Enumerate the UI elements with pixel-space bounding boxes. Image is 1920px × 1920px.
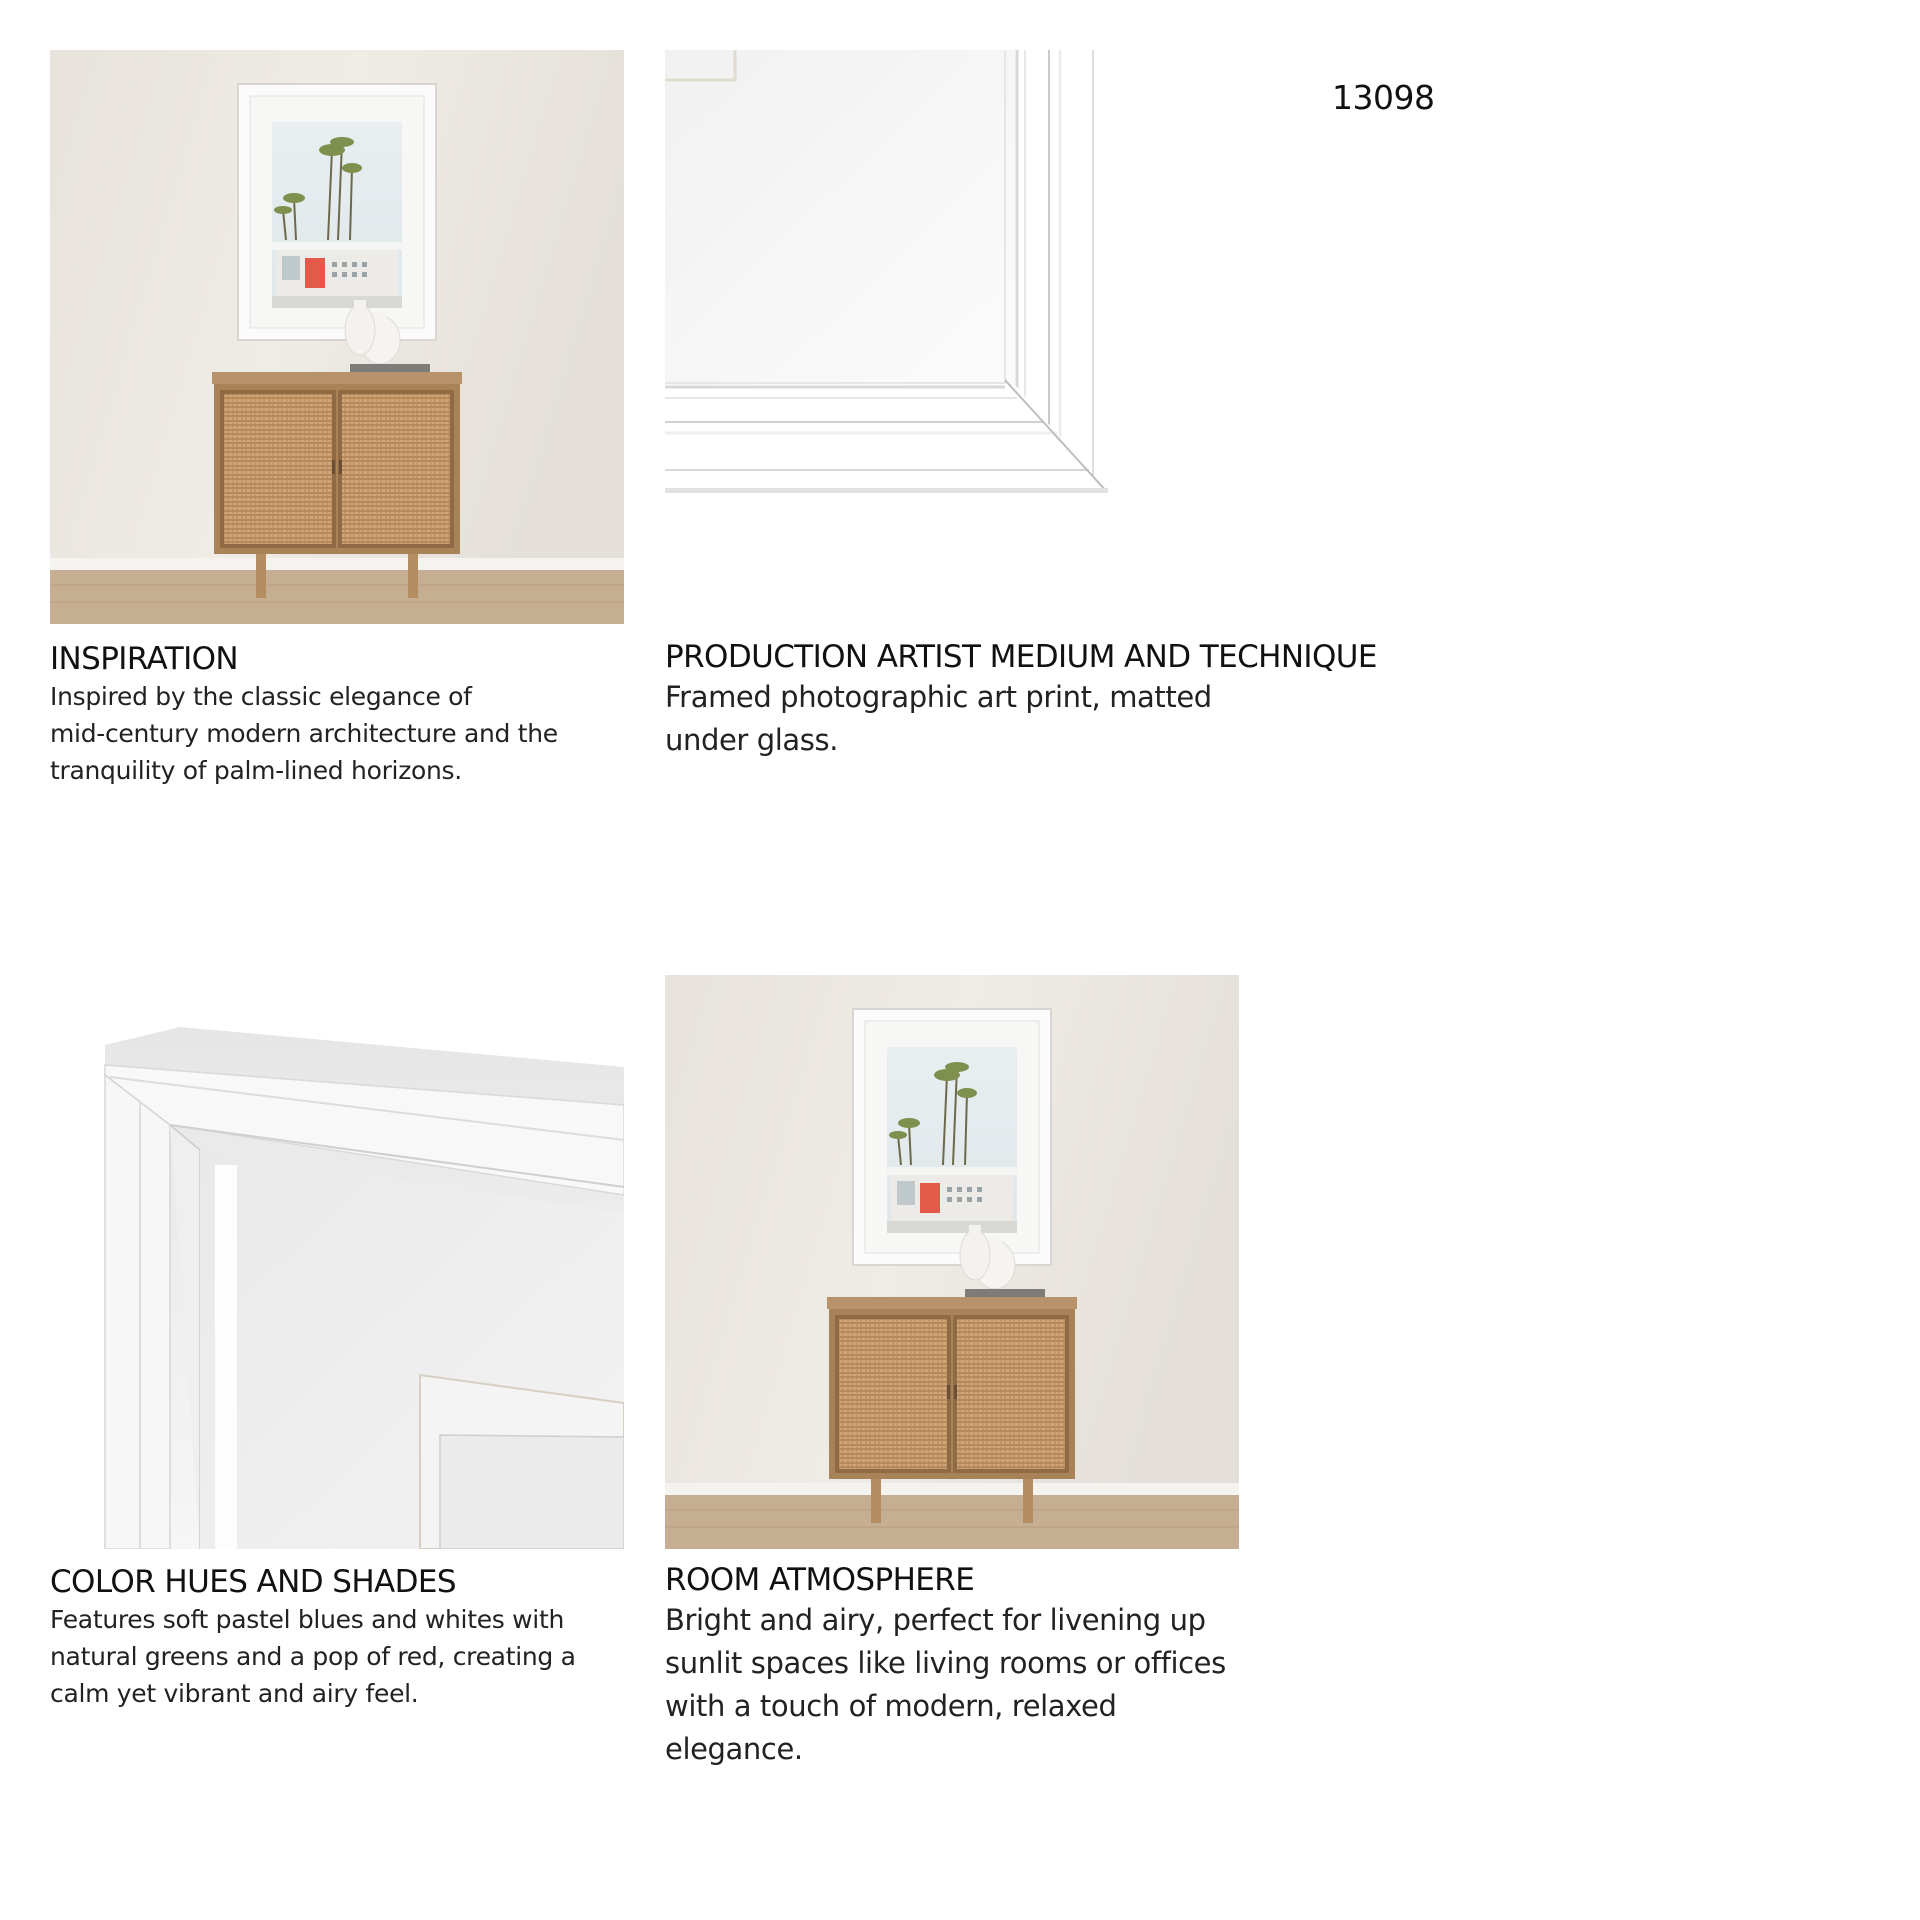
room-atmosphere-photo (665, 975, 1239, 1549)
section-colors (50, 1563, 576, 1712)
section-line: Features soft pastel blues and whites with (50, 1605, 564, 1634)
section-line: calm yet vibrant and airy feel. (50, 1679, 419, 1708)
section-heading: INSPIRATION (50, 641, 238, 677)
section-inspiration (50, 640, 558, 789)
section-line: Framed photographic art print, matted (665, 680, 1212, 714)
frame-profile-closeup (50, 975, 624, 1549)
section-line: with a touch of modern, relaxed (665, 1689, 1117, 1723)
section-line: mid-century modern architecture and the (50, 719, 558, 748)
section-line: natural greens and a pop of red, creating a (50, 1642, 576, 1671)
section-line: sunlit spaces like living rooms or offices (665, 1646, 1226, 1680)
section-atmosphere (665, 1561, 1226, 1771)
section-line: Inspired by the classic elegance of (50, 682, 472, 711)
section-heading: ROOM ATMOSPHERE (665, 1562, 975, 1598)
section-line: tranquility of palm-lined horizons. (50, 756, 462, 785)
frame-corner-closeup (665, 50, 1108, 493)
section-heading: COLOR HUES AND SHADES (50, 1564, 456, 1600)
section-medium (665, 638, 1377, 762)
product-code: 13098 (1332, 78, 1435, 117)
section-line: elegance. (665, 1732, 803, 1766)
section-heading: PRODUCTION ARTIST MEDIUM AND TECHNIQUE (665, 639, 1377, 675)
section-line: under glass. (665, 723, 839, 757)
room-scene-photo (50, 50, 624, 624)
section-line: Bright and airy, perfect for livening up (665, 1603, 1206, 1637)
